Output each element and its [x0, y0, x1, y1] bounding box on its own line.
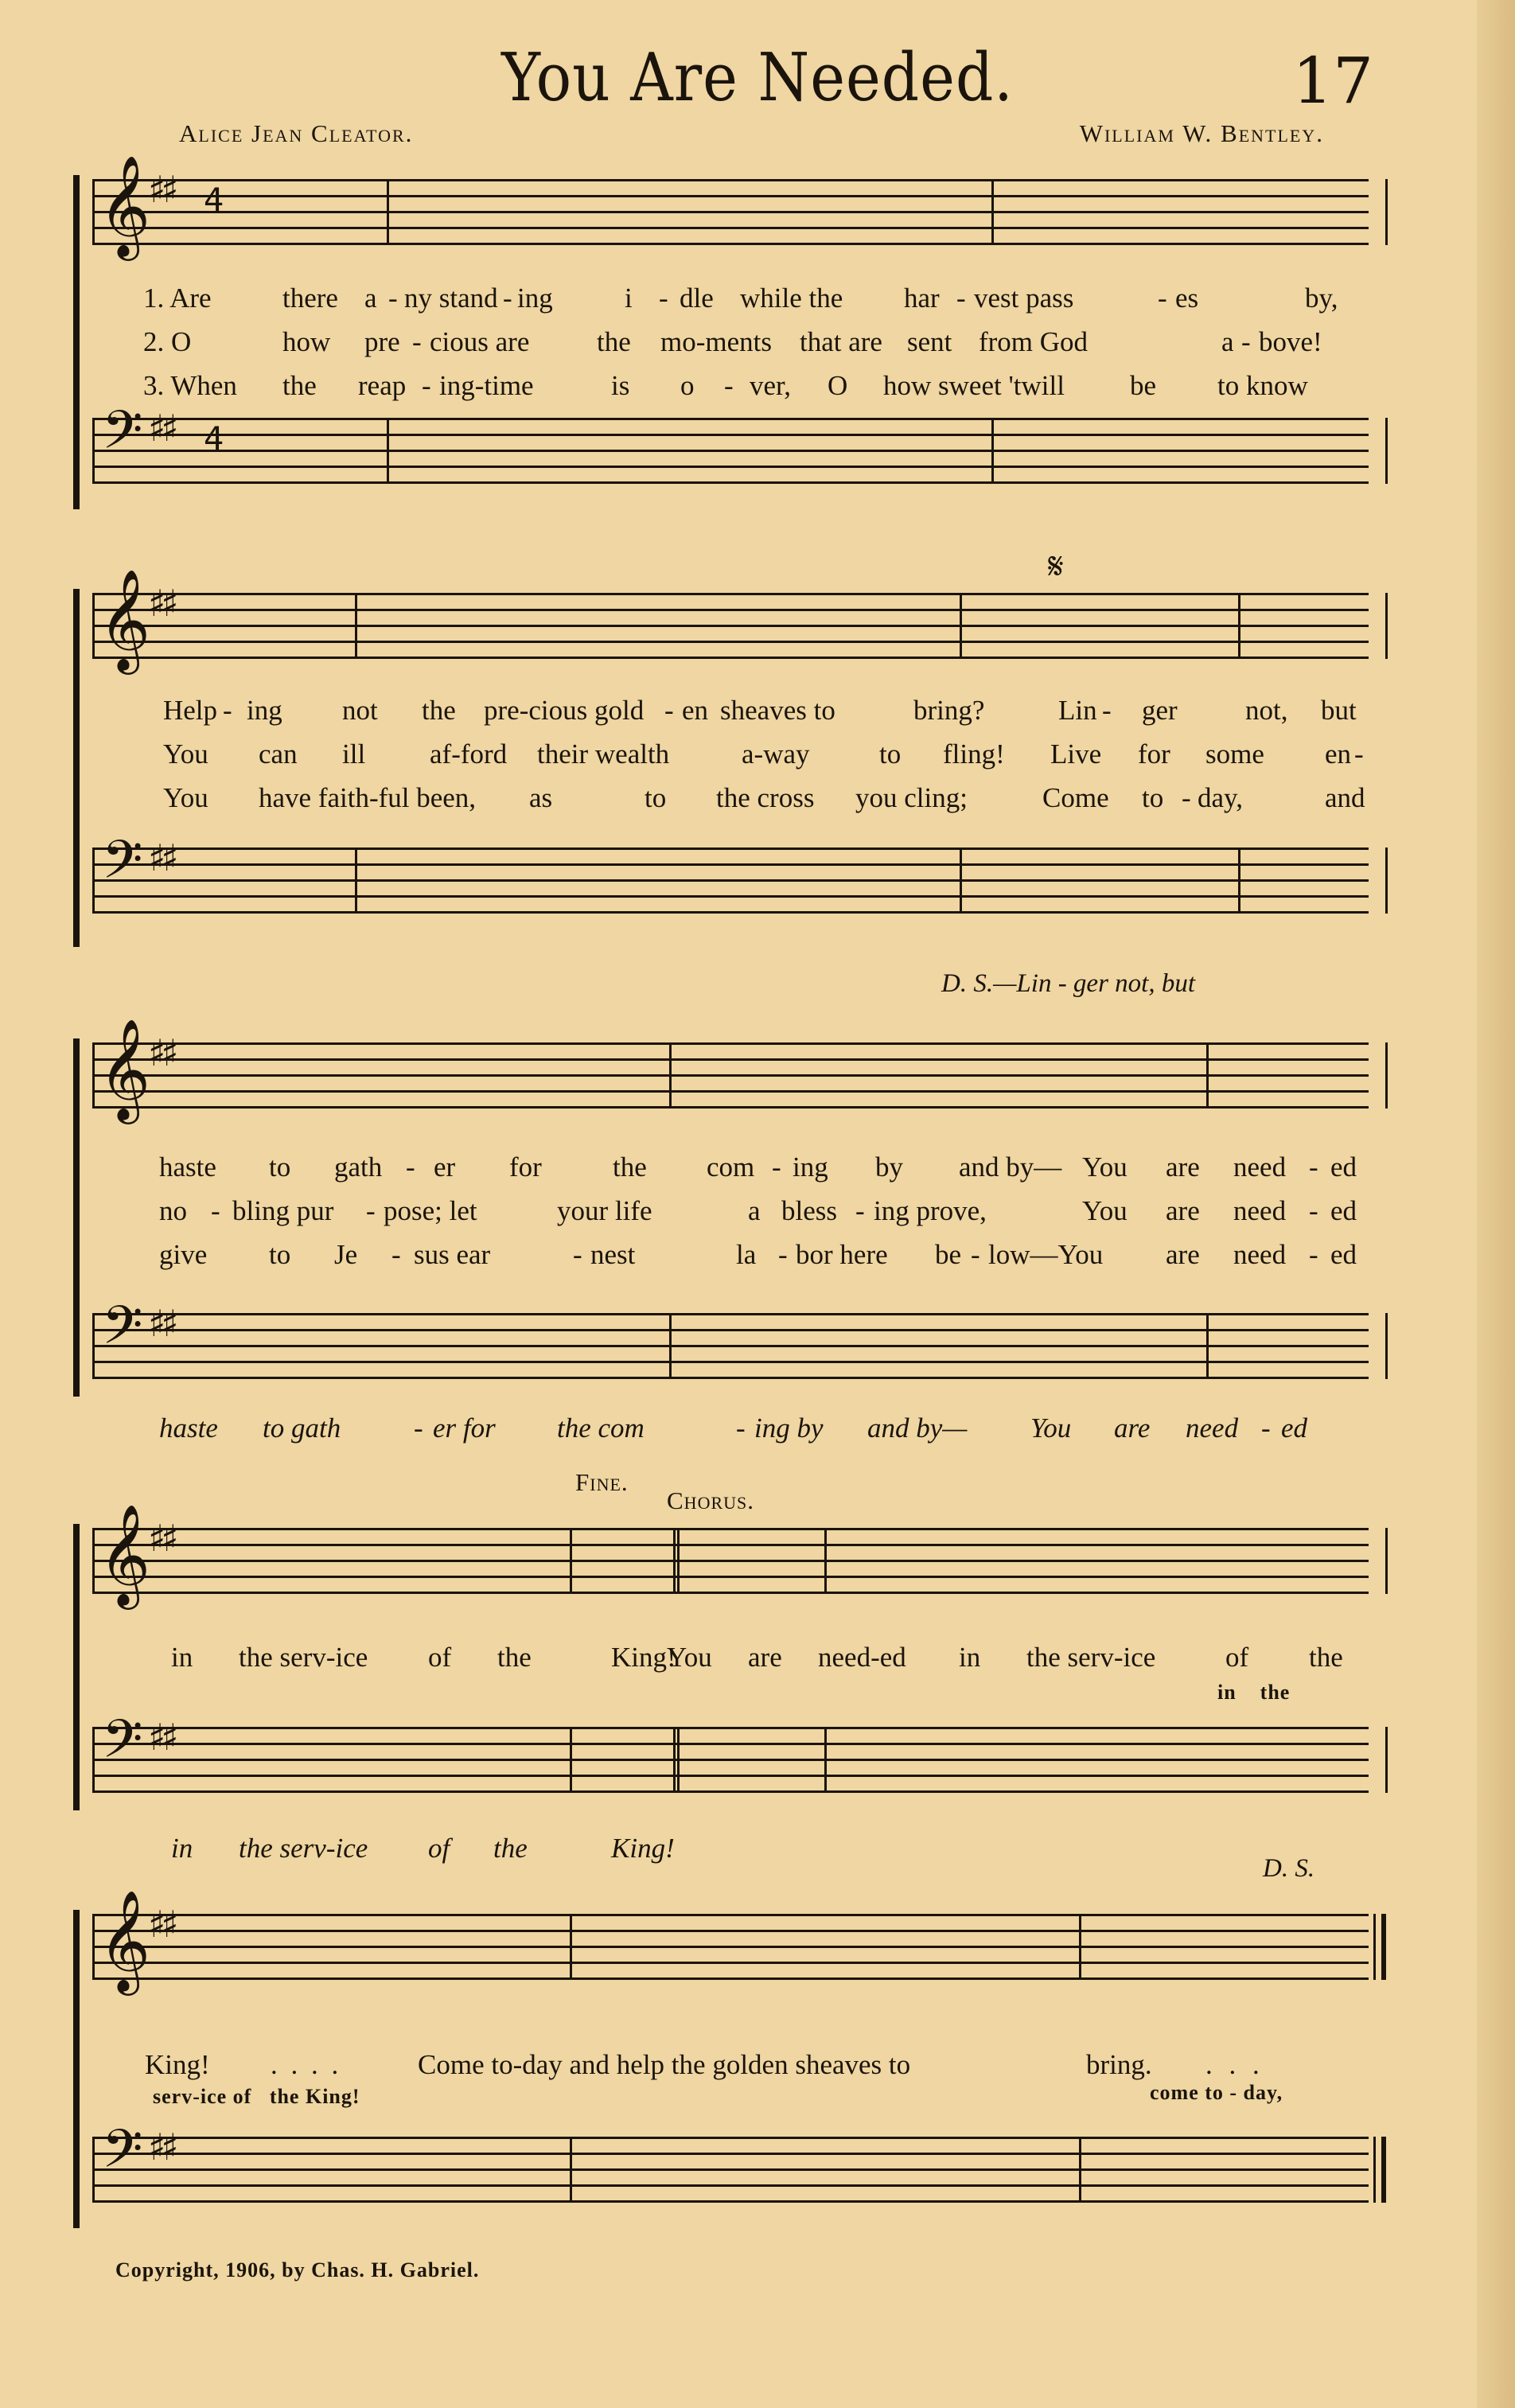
bass-staff — [92, 2118, 1369, 2200]
composer: William W. Bentley. — [1079, 119, 1324, 147]
key-signature-icon: ♯♯ — [148, 1302, 174, 1345]
fine-label: Fine. — [575, 1468, 629, 1496]
system-brace — [73, 1524, 80, 1810]
treble-staff — [92, 568, 1369, 670]
verse-line: no - bling pur - pose; let your life a bless - ing prove, You are need - ed — [159, 1195, 1357, 1226]
verse-line: 3. When the reap - ing-time is o - ver, O how sweet 'twill be to know — [143, 370, 1308, 401]
ds-refrain-lead: D. S.—Lin - ger not, but — [941, 969, 1196, 998]
treble-staff — [92, 1889, 1369, 1991]
verse-line: haste to gath - er for the com - ing by and by— You are need - ed — [159, 1151, 1357, 1183]
key-signature-icon: ♯♯ — [148, 168, 174, 211]
bass-staff — [92, 399, 1369, 481]
key-signature-icon: ♯♯ — [148, 1716, 174, 1759]
ds-refrain-line: haste to gath - er for the com - ing by and by— You are need - ed — [159, 1412, 1308, 1444]
bass-staff — [92, 1295, 1369, 1377]
system-brace — [73, 175, 80, 509]
key-signature-icon: ♯♯ — [148, 1903, 174, 1946]
chorus-line: in the serv-ice of the King! You are need-ed in the serv-ice of the — [171, 1642, 1343, 1673]
bass-staff — [92, 829, 1369, 911]
page-edge — [1477, 0, 1515, 2408]
key-signature-icon: ♯♯ — [148, 1031, 174, 1074]
time-signature-icon: 4 — [204, 182, 220, 219]
copyright-notice: Copyright, 1906, by Chas. H. Gabriel. — [115, 2258, 480, 2281]
key-signature-icon: ♯♯ — [148, 407, 174, 450]
ds-mark: D. S. — [1263, 1854, 1315, 1883]
segno-icon: 𝄋 — [1048, 546, 1064, 586]
verse-line: 1. Are there a - ny stand - ing i - dle while the har - vest pass - es by, — [143, 282, 1338, 314]
chorus-bass-line: in the serv-ice of the King! — [171, 1833, 675, 1864]
bass-echo-text: in the — [1217, 1681, 1291, 1704]
chorus-label: Chorus. — [667, 1486, 754, 1514]
treble-clef-icon: 𝄞 — [99, 1018, 151, 1120]
song-title: You Are Needed. — [501, 39, 1014, 117]
treble-clef-icon: 𝄞 — [99, 154, 151, 256]
verse-line: Help - ing not the pre-cious gold - en sheaves to bring? Lin - ger not, but — [163, 695, 1357, 726]
key-signature-icon: ♯♯ — [148, 1517, 174, 1560]
system-brace — [73, 589, 80, 947]
bass-clef-icon: 𝄢 — [102, 1295, 143, 1369]
treble-staff — [92, 1018, 1369, 1120]
verse-line: 2. O how pre - cious are the mo-ments that are sent from God a - bove! — [143, 326, 1322, 357]
chorus-line: King! . . . . Come to-day and help the golden sheaves to bring. . . . — [145, 2049, 1264, 2080]
bass-clef-icon: 𝄢 — [102, 829, 143, 903]
time-signature-icon: 4 — [204, 421, 220, 458]
key-signature-icon: ♯♯ — [148, 2126, 174, 2168]
bass-clef-icon: 𝄢 — [102, 1709, 143, 1783]
bass-staff — [92, 1709, 1369, 1790]
bass-clef-icon: 𝄢 — [102, 399, 143, 473]
title-row — [0, 39, 1515, 123]
treble-clef-icon: 𝄞 — [99, 1503, 151, 1605]
verse-line: give to Je - sus ear - nest la - bor here be - low—You are need - ed — [159, 1239, 1357, 1270]
treble-clef-icon: 𝄞 — [99, 1889, 151, 1991]
bass-clef-icon: 𝄢 — [102, 2118, 143, 2192]
key-signature-icon: ♯♯ — [148, 582, 174, 625]
treble-staff — [92, 1503, 1369, 1605]
treble-clef-icon: 𝄞 — [99, 568, 151, 670]
page-number: 17 — [1292, 44, 1373, 118]
treble-staff — [92, 154, 1369, 256]
system-brace — [73, 1910, 80, 2228]
key-signature-icon: ♯♯ — [148, 836, 174, 879]
bass-echo-left: serv-ice of the King! — [153, 2085, 360, 2108]
system-brace — [73, 1038, 80, 1397]
lyricist: Alice Jean Cleator. — [179, 119, 414, 147]
verse-line: You have faith-ful been, as to the cross you cling; Come to - day, and — [163, 782, 1365, 813]
bass-echo-right: come to - day, — [1150, 2081, 1283, 2104]
verse-line: You can ill af-ford their wealth a-way to fling! Live for some en - — [163, 738, 1364, 770]
